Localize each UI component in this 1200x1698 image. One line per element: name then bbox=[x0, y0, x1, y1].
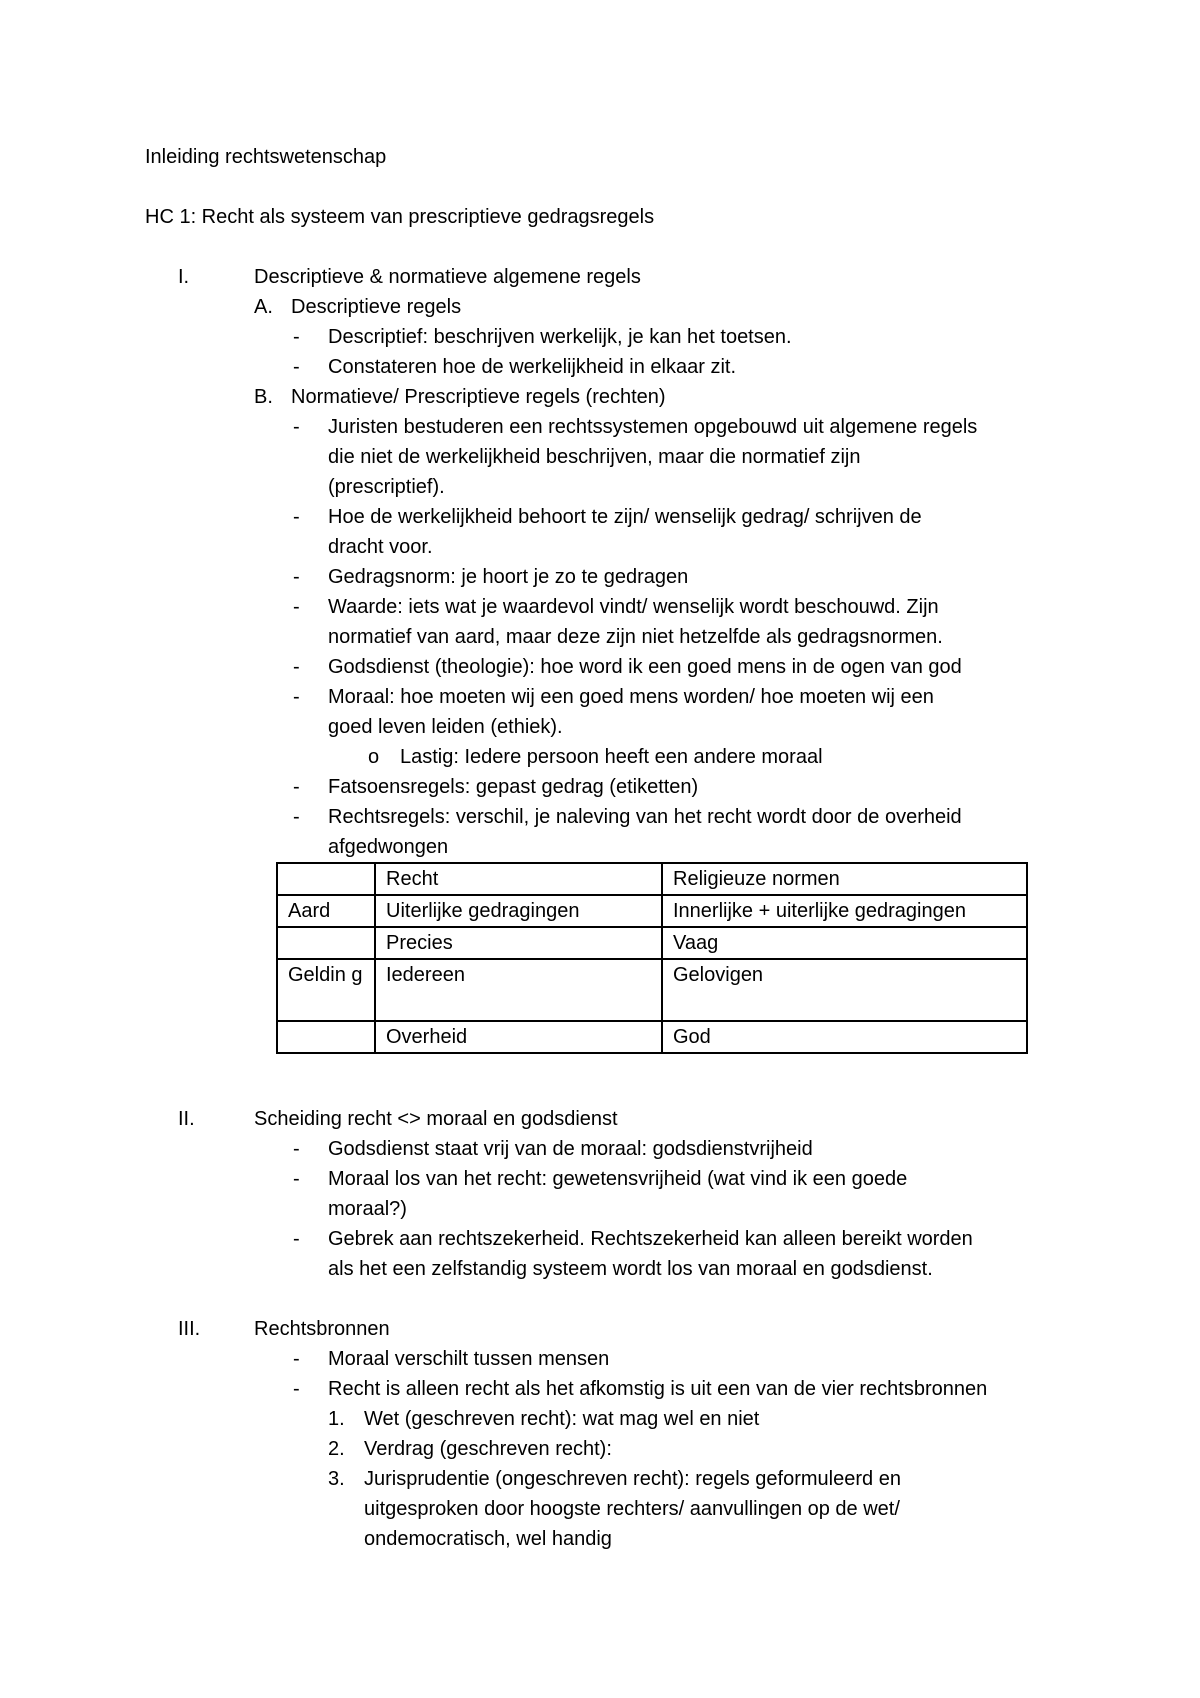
bullet-marker: - bbox=[293, 1378, 300, 1400]
list-item-line: Moraal: hoe moeten wij een goed mens worden/ hoe moeten wij een bbox=[328, 686, 934, 708]
table-cell: Precies bbox=[375, 927, 662, 959]
list-item-line: die niet de werkelijkheid beschrijven, maar die normatief zijn bbox=[328, 446, 861, 468]
table-row bbox=[277, 1021, 1027, 1053]
list-item-line: Hoe de werkelijkheid behoort te zijn/ wenselijk gedrag/ schrijven de bbox=[328, 506, 922, 528]
list-item: Constateren hoe de werkelijkheid in elkaar zit. bbox=[328, 356, 736, 378]
list-item-line: Gebrek aan rechtszekerheid. Rechtszekerheid kan alleen bereikt worden bbox=[328, 1228, 973, 1250]
list-item-line: Waarde: iets wat je waardevol vindt/ wenselijk wordt beschouwd. Zijn bbox=[328, 596, 939, 618]
section-numeral: III. bbox=[178, 1318, 201, 1340]
list-item-line: Rechtsregels: verschil, je naleving van het recht wordt door de overheid bbox=[328, 806, 962, 828]
list-item-line: Juristen bestuderen een rechtssystemen opgebouwd uit algemene regels bbox=[328, 416, 978, 438]
list-item: Descriptief: beschrijven werkelijk, je kan het toetsen. bbox=[328, 326, 792, 348]
table-row bbox=[277, 927, 1027, 959]
section-heading: Descriptieve & normatieve algemene regels bbox=[254, 266, 641, 288]
bullet-marker: - bbox=[293, 596, 300, 618]
bullet-marker: - bbox=[293, 356, 300, 378]
sub-list-item: Lastig: Iedere persoon heeft een andere moraal bbox=[400, 746, 823, 768]
table-cell: Recht bbox=[375, 863, 662, 895]
list-item-line: Recht is alleen recht als het afkomstig is uit een van de vier rechtsbronnen bbox=[328, 1378, 988, 1400]
bullet-marker: - bbox=[293, 1348, 300, 1370]
list-item-line: (prescriptief). bbox=[328, 476, 445, 498]
list-item-line: Moraal los van het recht: gewetensvrijheid (wat vind ik een goede bbox=[328, 1168, 908, 1190]
bullet-marker: - bbox=[293, 1168, 300, 1190]
numbered-marker: 3. bbox=[328, 1468, 345, 1490]
subsection-letter: A. bbox=[254, 296, 273, 318]
table-cell: Religieuze normen bbox=[662, 863, 1027, 895]
section-numeral: I. bbox=[178, 266, 190, 288]
table-row bbox=[277, 895, 1027, 927]
lecture-heading: HC 1: Recht als systeem van prescriptieve gedragsregels bbox=[145, 206, 655, 228]
table-cell: Geldin g bbox=[277, 959, 375, 1021]
table-cell: Overheid bbox=[375, 1021, 662, 1053]
list-item-line: Gedragsnorm: je hoort je zo te gedragen bbox=[328, 566, 689, 588]
numbered-item-line: Jurisprudentie (ongeschreven recht): regels geformuleerd en bbox=[364, 1468, 901, 1490]
bullet-marker: - bbox=[293, 806, 300, 828]
subsection-heading: Descriptieve regels bbox=[291, 296, 462, 318]
list-item-line: moraal?) bbox=[328, 1198, 407, 1220]
bullet-marker: - bbox=[293, 326, 300, 348]
bullet-marker: - bbox=[293, 656, 300, 678]
list-item-line: normatief van aard, maar deze zijn niet hetzelfde als gedragsnormen. bbox=[328, 626, 943, 648]
list-item-line: als het een zelfstandig systeem wordt los van moraal en godsdienst. bbox=[328, 1258, 933, 1280]
table-cell: God bbox=[662, 1021, 1027, 1053]
numbered-item-line: ondemocratisch, wel handig bbox=[364, 1528, 612, 1550]
list-item-line: Godsdienst (theologie): hoe word ik een goed mens in de ogen van god bbox=[328, 656, 962, 678]
numbered-marker: 1. bbox=[328, 1408, 345, 1430]
list-item-line: afgedwongen bbox=[328, 836, 449, 858]
numbered-item-line: uitgesproken door hoogste rechters/ aanvullingen op de wet/ bbox=[364, 1498, 900, 1520]
numbered-item-line: Verdrag (geschreven recht): bbox=[364, 1438, 612, 1460]
table-cell: Iedereen bbox=[375, 959, 662, 1021]
table-cell: Vaag bbox=[662, 927, 1027, 959]
subsection-heading: Normatieve/ Prescriptieve regels (rechten) bbox=[291, 386, 666, 408]
list-item-line: Fatsoensregels: gepast gedrag (etiketten) bbox=[328, 776, 699, 798]
list-item-line: Godsdienst staat vrij van de moraal: godsdienstvrijheid bbox=[328, 1138, 813, 1160]
section-heading: Scheiding recht <> moraal en godsdienst bbox=[254, 1108, 618, 1130]
document-title: Inleiding rechtswetenschap bbox=[145, 146, 387, 168]
table-cell: Gelovigen bbox=[662, 959, 1027, 1021]
section-heading: Rechtsbronnen bbox=[254, 1318, 390, 1340]
numbered-item-line: Wet (geschreven recht): wat mag wel en niet bbox=[364, 1408, 760, 1430]
bullet-marker: - bbox=[293, 1228, 300, 1250]
table-cell: Innerlijke + uiterlijke gedragingen bbox=[662, 895, 1027, 927]
sub-bullet-marker: o bbox=[368, 746, 380, 768]
bullet-marker: - bbox=[293, 686, 300, 708]
list-item-line: Moraal verschilt tussen mensen bbox=[328, 1348, 610, 1370]
bullet-marker: - bbox=[293, 776, 300, 798]
section-numeral: II. bbox=[178, 1108, 195, 1130]
table-cell: Aard bbox=[277, 895, 375, 927]
table-cell bbox=[277, 1021, 375, 1053]
table-row bbox=[277, 959, 1027, 1021]
table-cell bbox=[277, 927, 375, 959]
subsection-letter: B. bbox=[254, 386, 273, 408]
list-item-line: goed leven leiden (ethiek). bbox=[328, 716, 563, 738]
comparison-table bbox=[276, 862, 1028, 1054]
table-cell bbox=[277, 863, 375, 895]
table-row bbox=[277, 863, 1027, 895]
table-cell: Uiterlijke gedragingen bbox=[375, 895, 662, 927]
bullet-marker: - bbox=[293, 506, 300, 528]
bullet-marker: - bbox=[293, 1138, 300, 1160]
numbered-marker: 2. bbox=[328, 1438, 345, 1460]
list-item-line: dracht voor. bbox=[328, 536, 433, 558]
bullet-marker: - bbox=[293, 566, 300, 588]
bullet-marker: - bbox=[293, 416, 300, 438]
